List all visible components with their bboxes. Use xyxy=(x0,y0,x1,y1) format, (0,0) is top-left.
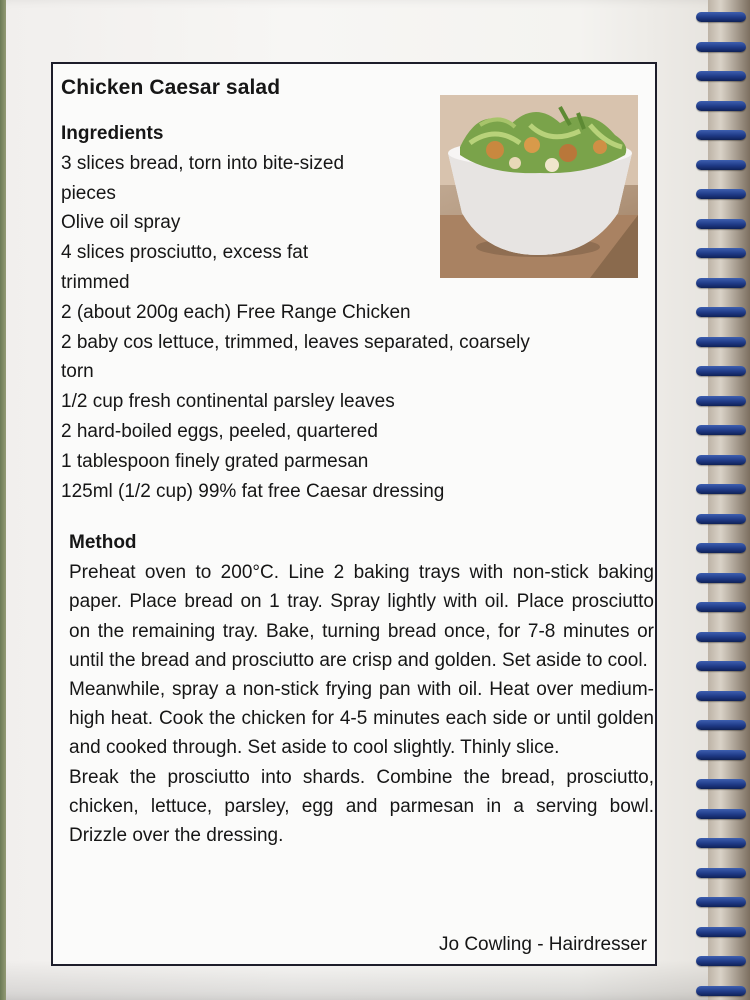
spiral-coil xyxy=(696,986,746,996)
ingredient-line: Olive oil spray xyxy=(61,212,181,234)
ingredients-section xyxy=(61,119,601,506)
spiral-coil xyxy=(696,543,746,553)
method-paragraph: Meanwhile, spray a non-stick frying pan with oil. Heat over medium-high heat. Cook the chicken for 4-5 minutes each side or until golden and cooked through. Set aside to cool slightly. Thinly slice. xyxy=(69,679,654,759)
ingredient-line: 1/2 cup fresh continental parsley leaves xyxy=(61,391,395,413)
spiral-coil xyxy=(696,779,746,789)
spiral-coil xyxy=(696,42,746,52)
spiral-coil xyxy=(696,927,746,937)
spiral-coil xyxy=(696,750,746,760)
ingredient-line: 2 (about 200g each) Free Range Chicken xyxy=(61,301,411,323)
spiral-coil xyxy=(696,12,746,22)
ingredient-line: 125ml (1/2 cup) 99% fat free Caesar dressing xyxy=(61,480,445,502)
spiral-coil xyxy=(696,838,746,848)
ingredient-line: 2 baby cos lettuce, trimmed, leaves separated, coarsely xyxy=(61,331,530,353)
recipe-title: Chicken Caesar salad xyxy=(61,76,281,99)
spiral-coil xyxy=(696,514,746,524)
ingredient-line: torn xyxy=(61,361,94,383)
spiral-coil xyxy=(696,484,746,494)
ingredient-line: 3 slices bread, torn into bite-sized xyxy=(61,152,345,174)
method-paragraph: Preheat oven to 200°C. Line 2 baking trays with non-stick baking paper. Place bread on 1 tray. Spray lightly with oil. Place prosciutto on the remaining tray. Bake, turning bread once, for 7-8 minutes or until the bread and prosciutto are crisp and golden. Set aside to cool. xyxy=(69,562,654,671)
method-heading: Method xyxy=(69,532,137,553)
spiral-coil xyxy=(696,278,746,288)
spiral-coil xyxy=(696,307,746,317)
method-paragraph: Break the prosciutto into shards. Combine the bread, prosciutto, chicken, lettuce, parsley, egg and parmesan in a serving bowl. Drizzle over the dressing. xyxy=(69,766,654,847)
spiral-coil xyxy=(696,71,746,81)
spiral-coil xyxy=(696,130,746,140)
spiral-coil xyxy=(696,366,746,376)
spiral-coil xyxy=(696,189,746,199)
spiral-coil xyxy=(696,455,746,465)
method-section xyxy=(69,528,654,850)
spiral-coil xyxy=(696,573,746,583)
recipe-author: Jo Cowling - Hairdresser xyxy=(438,934,647,955)
spiral-coil xyxy=(696,661,746,671)
spiral-coil xyxy=(696,602,746,612)
spiral-coil xyxy=(696,248,746,258)
spiral-coil xyxy=(696,337,746,347)
spiral-coil xyxy=(696,897,746,907)
ingredient-line: 4 slices prosciutto, excess fat xyxy=(61,242,309,264)
spiral-coil xyxy=(696,425,746,435)
spiral-coil xyxy=(696,956,746,966)
spiral-coil xyxy=(696,160,746,170)
spiral-coil xyxy=(696,691,746,701)
spiral-coil xyxy=(696,101,746,111)
ingredient-line: 2 hard-boiled eggs, peeled, quartered xyxy=(61,420,378,442)
ingredient-line: pieces xyxy=(61,182,116,204)
ingredient-line: 1 tablespoon finely grated parmesan xyxy=(61,450,369,472)
spiral-coil xyxy=(696,809,746,819)
spiral-coil xyxy=(696,720,746,730)
ingredients-heading: Ingredients xyxy=(61,123,164,144)
recipe-card xyxy=(51,62,657,966)
page-shadow xyxy=(6,960,722,1000)
book-binding xyxy=(708,0,750,1000)
spiral-coil xyxy=(696,632,746,642)
spiral-coil xyxy=(696,219,746,229)
spiral-coil xyxy=(696,868,746,878)
spiral-coil xyxy=(696,396,746,406)
ingredient-line: trimmed xyxy=(61,271,130,293)
